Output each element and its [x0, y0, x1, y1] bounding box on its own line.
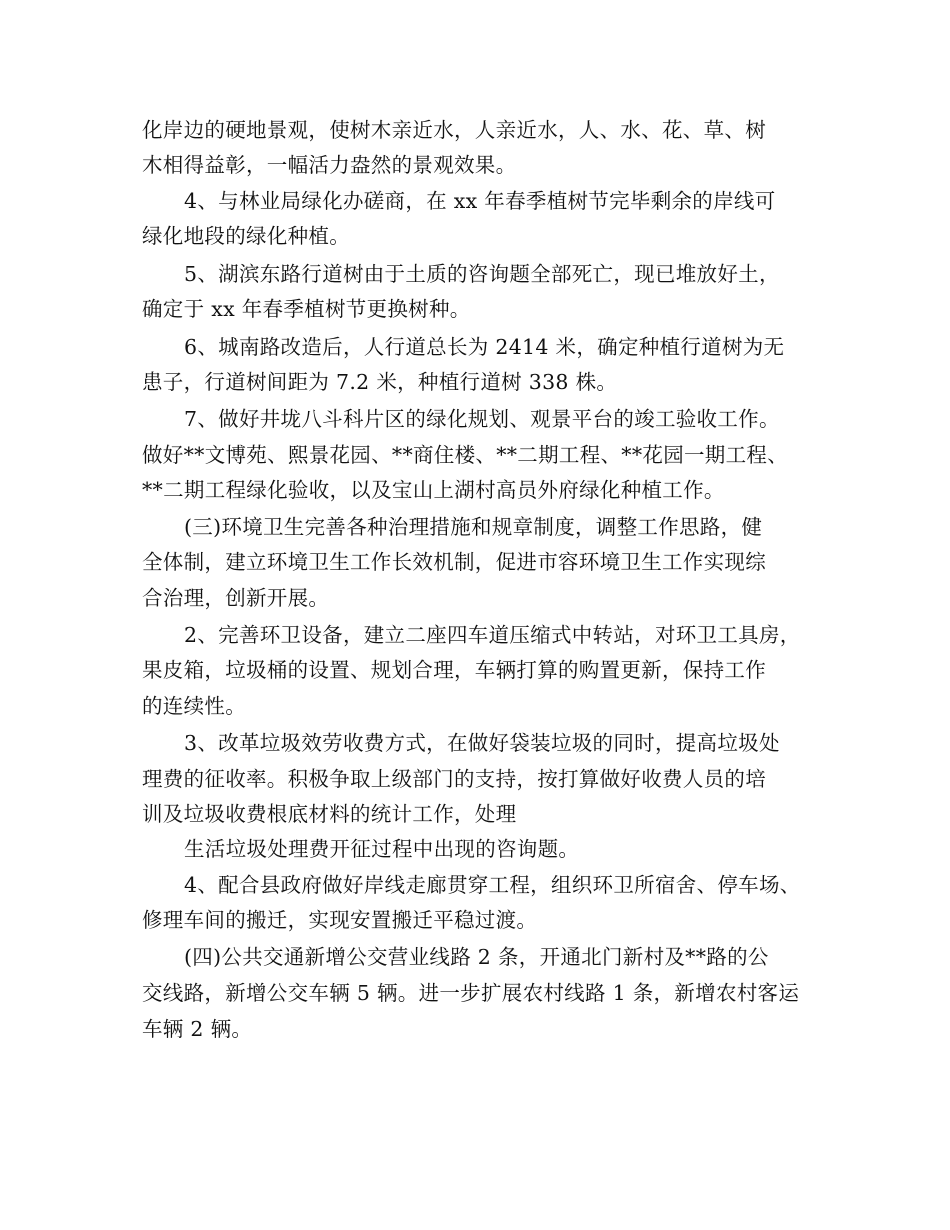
text-line: 修理车间的搬迁，实现安置搬迁平稳过渡。: [142, 908, 538, 932]
text-line: 全体制，建立环境卫生工作长效机制，促进市容环境卫生工作实现综: [142, 550, 766, 574]
text-line: 确定于 xx 年春季植树节更换树种。: [142, 297, 471, 321]
paragraph-item-2-line: 2、完善环卫设备，建立二座四车道压缩式中转站，对环卫工具房，: [184, 623, 801, 647]
section-four-line: (四)公共交通新增公交营业线路 2 条，开通北门新村及**路的公: [184, 945, 769, 969]
text-line: 合治理，创新开展。: [142, 586, 330, 610]
paragraph-item-6-line: 6、城南路改造后，人行道总长为 2414 米，确定种植行道树为无: [184, 335, 785, 359]
text-line: 果皮箱，垃圾桶的设置、规划合理，车辆打算的购置更新，保持工作: [142, 658, 766, 682]
text-line: 患子，行道树间距为 7.2 米，种植行道树 338 株。: [142, 370, 618, 394]
text-line: 车辆 2 辆。: [142, 1017, 253, 1041]
text-line: 的连续性。: [142, 694, 246, 718]
text-line: 做好**文博苑、熙景花园、**商住楼、**二期工程、**花园一期工程、: [142, 443, 788, 467]
paragraph-item-4-line: 4、与林业局绿化办磋商，在 xx 年春季植树节完毕剩余的岸线可: [184, 189, 776, 213]
text-line: 木相得益彰，一幅活力盎然的景观效果。: [142, 153, 517, 177]
text-line: 交线路，新增公交车辆 5 辆。进一步扩展农村线路 1 条，新增农村客运: [142, 981, 800, 1005]
section-three-line: (三)环境卫生完善各种治理措施和规章制度，调整工作思路，健: [184, 515, 763, 539]
text-line: 生活垃圾处理费开征过程中出现的咨询题。: [184, 837, 580, 861]
text-line: **二期工程绿化验收，以及宝山上湖村高员外府绿化种植工作。: [142, 478, 725, 502]
text-line: 训及垃圾收费根底材料的统计工作，处理: [142, 802, 517, 826]
paragraph-item-5-line: 5、湖滨东路行道树由于土质的咨询题全部死亡，现已堆放好土，: [184, 262, 780, 286]
text-line: 理费的征收率。积极争取上级部门的支持，按打算做好收费人员的培: [142, 767, 766, 791]
text-line: 绿化地段的绿化种植。: [142, 224, 350, 248]
paragraph-item-4b-line: 4、配合县政府做好岸线走廊贯穿工程，组织环卫所宿舍、停车场、: [184, 873, 801, 897]
paragraph-item-3-line: 3、改革垃圾效劳收费方式，在做好袋装垃圾的同时，提高垃圾处: [184, 731, 780, 755]
paragraph-item-7-line: 7、做好井垅八斗科片区的绿化规划、观景平台的竣工验收工作。: [184, 407, 780, 431]
text-line: 化岸边的硬地景观，使树木亲近水，人亲近水，人、水、花、草、树: [142, 118, 766, 142]
